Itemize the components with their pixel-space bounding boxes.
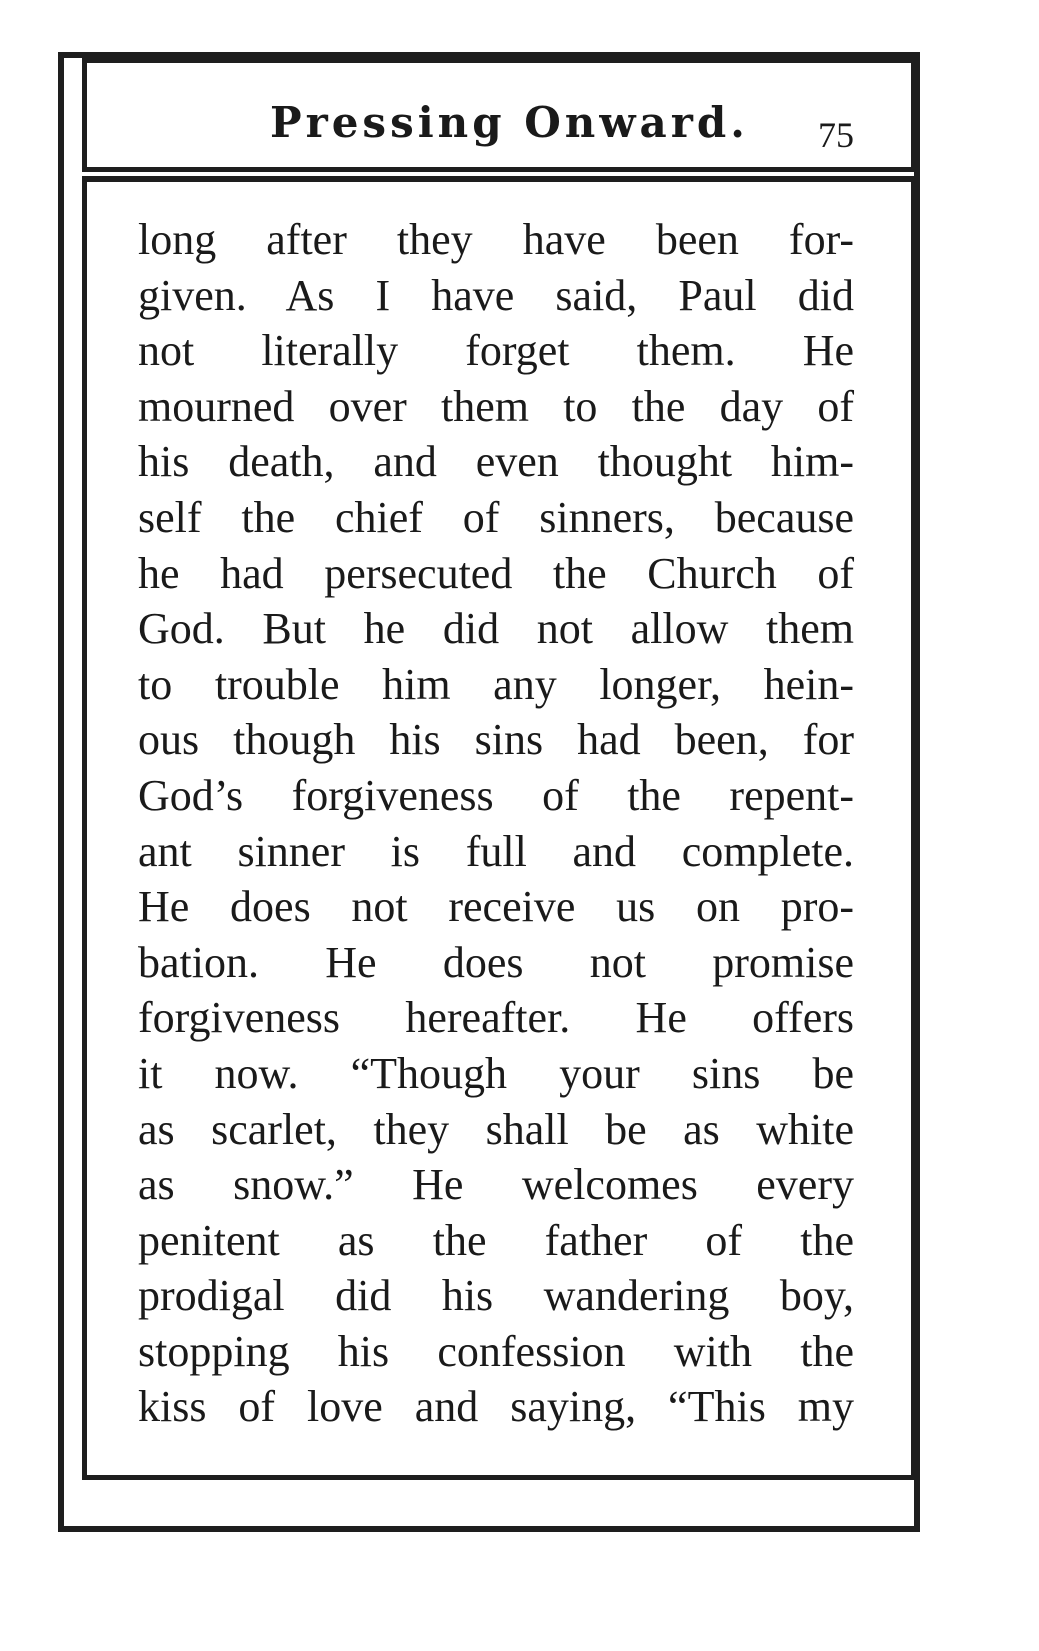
text-line: self the chief of sinners, because [138, 492, 854, 542]
text-line: to trouble him any longer, hein- [138, 659, 854, 709]
text-line: penitent as the father of the [138, 1215, 854, 1265]
text-line: given. As I have said, Paul did [138, 270, 854, 320]
text-line: it now. “Though your sins be [138, 1048, 854, 1098]
text-line: as snow.” He welcomes every [138, 1160, 854, 1210]
text-line: he had persecuted the Church of [138, 548, 854, 598]
text-line: ous though his sins had been, for [138, 715, 854, 765]
text-line: prodigal did his wandering boy, [138, 1271, 854, 1321]
running-title: Pressing Onward. [270, 98, 749, 147]
text-line: not literally forget them. He [138, 326, 854, 376]
text-line: long after they have been for- [138, 215, 854, 264]
text-line: mourned over them to the day of [138, 381, 854, 431]
text-line: as scarlet, they shall be as white [138, 1104, 854, 1154]
text-line: kiss of love and saying, “This my [138, 1382, 854, 1432]
text-line: forgiveness hereafter. He offers [138, 993, 854, 1043]
text-line: his death, and even thought him- [138, 437, 854, 487]
text-line: God’s forgiveness of the repent- [138, 770, 854, 820]
text-line: He does not receive us on pro- [138, 882, 854, 932]
body-text [138, 212, 854, 1435]
text-line: stopping his confession with the [138, 1326, 854, 1376]
text-line: God. But he did not allow them [138, 604, 854, 654]
text-line: ant sinner is full and complete. [138, 826, 854, 876]
page-number: 75 [818, 115, 854, 155]
text-line: bation. He does not promise [138, 937, 854, 987]
